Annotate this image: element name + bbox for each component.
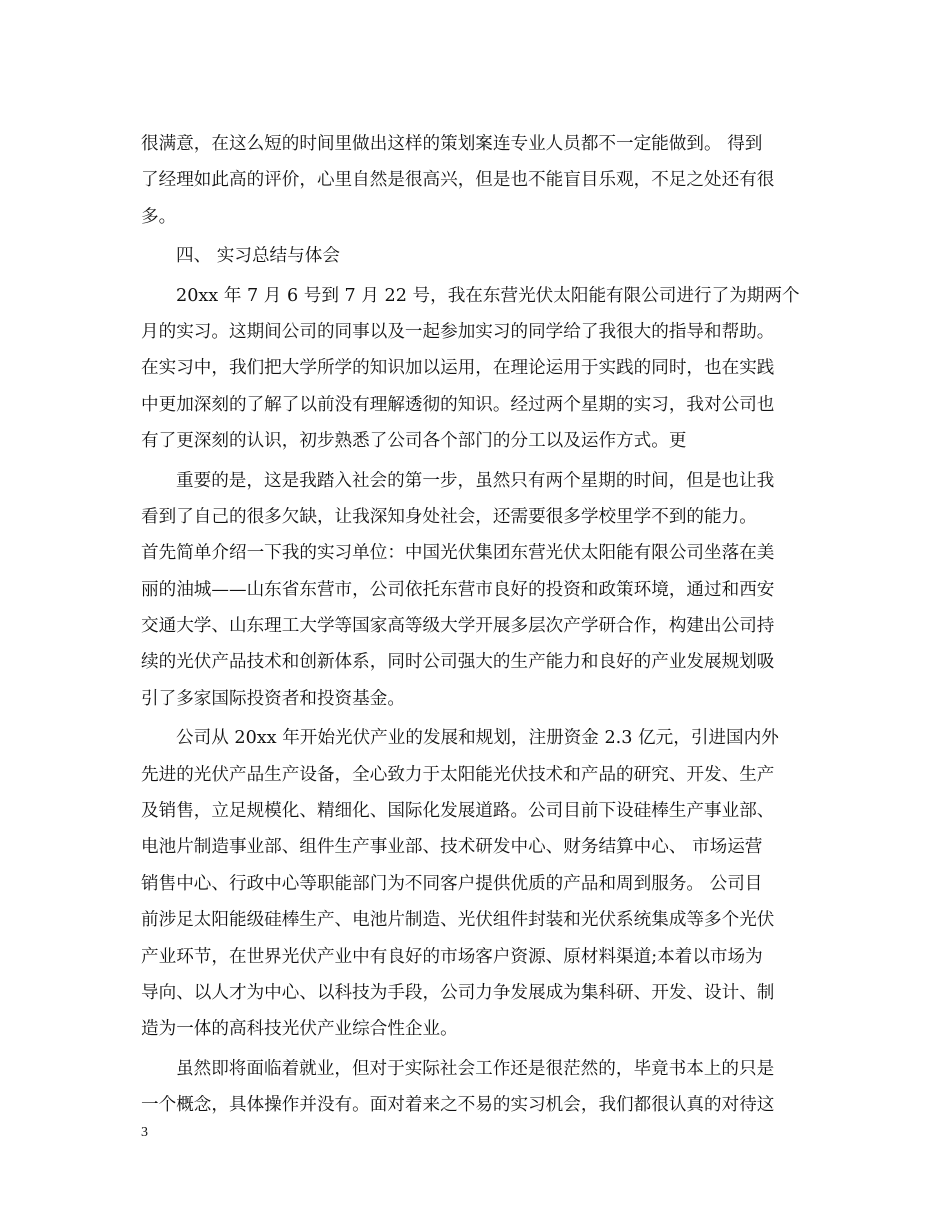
text-line: 丽的油城——山东省东营市，公司依托东营市良好的投资和政策环境，通过和西安 bbox=[141, 579, 775, 600]
text-line: 一个概念，具体操作并没有。面对着来之不易的实习机会，我们都很认真的对待这 bbox=[141, 1095, 775, 1116]
paragraph bbox=[141, 720, 813, 1048]
text-line: 续的光伏产品技术和创新体系，同时公司强大的生产能力和良好的产业发展规划吸 bbox=[141, 652, 775, 673]
text-line: 造为一体的高科技光伏产业综合性企业。 bbox=[141, 1019, 458, 1040]
text-line: 虽然即将面临着就业，但对于实际社会工作还是很茫然的，毕竟书本上的只是 bbox=[176, 1058, 775, 1079]
text-line: 20xx 年 7 月 6 号到 7 月 22 号，我在东营光伏太阳能有限公司进行了为期两个 bbox=[176, 285, 800, 306]
text-line: 导向、以人才为中心、以科技为手段，公司力争发展成为集科研、开发、设计、制 bbox=[141, 982, 775, 1003]
paragraph bbox=[141, 1051, 813, 1124]
text-line: 电池片制造事业部、组件生产事业部、技术研发中心、财务结算中心、 市场运营 bbox=[141, 837, 763, 858]
text-line: 多。 bbox=[141, 206, 177, 227]
text-line: 首先简单介绍一下我的实习单位：中国光伏集团东营光伏太阳能有限公司坐落在美 bbox=[141, 543, 775, 564]
text-line: 公司从 20xx 年开始光伏产业的发展和规划，注册资金 2.3 亿元，引进国内外 bbox=[176, 728, 779, 749]
text-line: 交通大学、山东理工大学等国家高等级大学开展多层次产学研合作，构建出公司持 bbox=[141, 616, 775, 637]
paragraph bbox=[141, 238, 813, 274]
text-line: 了经理如此高的评价，心里自然是很高兴，但是也不能盲目乐观，不足之处还有很 bbox=[141, 170, 775, 191]
text-line: 月的实习。这期间公司的同事以及一起参加实习的同学给了我很大的指导和帮助。 bbox=[141, 321, 775, 342]
paragraph bbox=[141, 126, 813, 235]
page-number: 3 bbox=[141, 1125, 148, 1140]
text-line: 引了多家国际投资者和投资基金。 bbox=[141, 688, 405, 709]
text-line: 重要的是，这是我踏入社会的第一步，虽然只有两个星期的时间，但是也让我 bbox=[176, 470, 775, 491]
text-line: 在实习中，我们把大学所学的知识加以运用，在理论运用于实践的同时，也在实践 bbox=[141, 358, 775, 379]
text-line: 很满意，在这么短的时间里做出这样的策划案连专业人员都不一定能做到。 得到 bbox=[141, 134, 763, 154]
paragraph bbox=[141, 463, 813, 718]
text-line: 有了更深刻的认识，初步熟悉了公司各个部门的分工以及运作方式。更 bbox=[141, 431, 687, 452]
document-body bbox=[141, 126, 813, 1124]
text-line: 先进的光伏产品生产设备，全心致力于太阳能光伏技术和产品的研究、开发、生产 bbox=[141, 764, 775, 785]
text-line: 看到了自己的很多欠缺，让我深知身处社会，还需要很多学校里学不到的能力。 bbox=[141, 506, 757, 527]
text-line: 销售中心、行政中心等职能部门为不同客户提供优质的产品和周到服务。 公司目 bbox=[141, 873, 763, 894]
text-line: 前涉足太阳能级硅棒生产、电池片制造、光伏组件封装和光伏系统集成等多个光伏 bbox=[141, 910, 775, 931]
paragraph bbox=[141, 278, 813, 460]
text-line: 四、 实习总结与体会 bbox=[176, 246, 340, 267]
text-line: 及销售，立足规模化、精细化、国际化发展道路。公司目前下设硅棒生产事业部、 bbox=[141, 801, 775, 822]
text-line: 产业环节，在世界光伏产业中有良好的市场客户资源、原材料渠道;本着以市场为 bbox=[141, 946, 763, 967]
text-line: 中更加深刻的了解了以前没有理解透彻的知识。经过两个星期的实习，我对公司也 bbox=[141, 394, 775, 415]
